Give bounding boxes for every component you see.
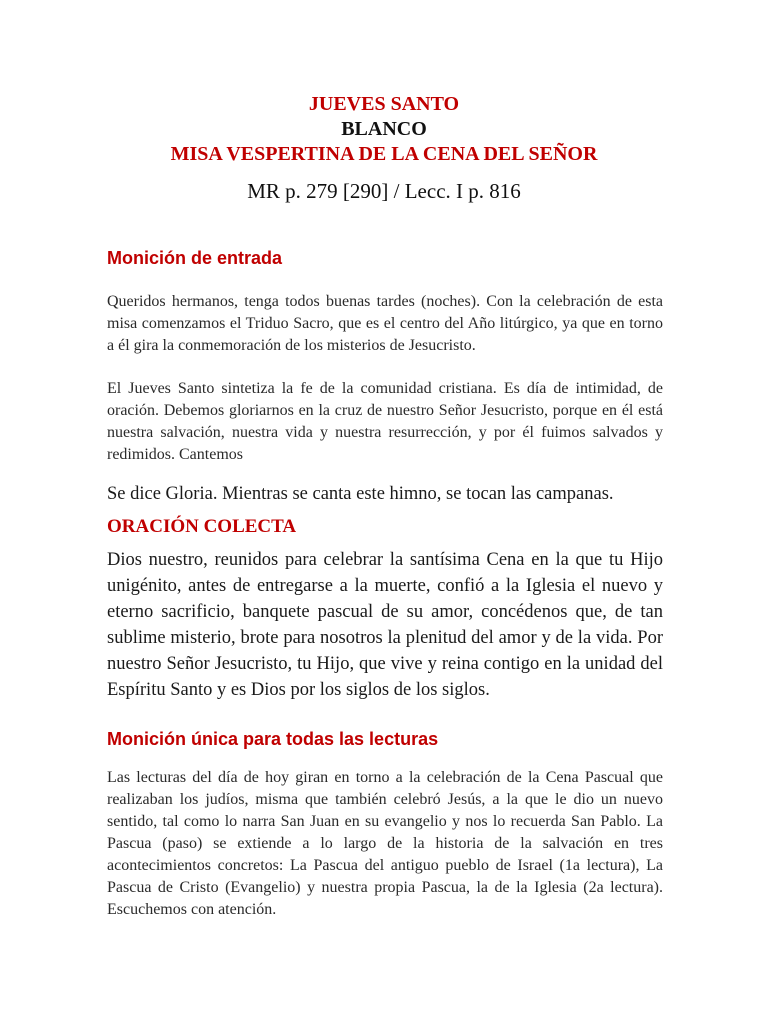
reference-line: MR p. 279 [290] / Lecc. I p. 816	[247, 179, 521, 203]
paragraph-monicion-lecturas: Las lecturas del día de hoy giran en torno a la celebración de la Cena Pascual que realizaban los judíos, misma que también celebró Jesús, a la que le dio un nuevo sentido, tal como lo narra San Juan en su evangelio y nos lo recuerda San Pablo. La Pascua (paso) se extiende a lo largo de la historia de la salvación en tres acontecimientos concretos: La Pascua del antiguo pueblo de Israel (1a lectura), La Pascua de Cristo (Evangelio) y nuestra propia Pascua, la de la Iglesia (2a lectura). Escuchemos con atención.	[107, 769, 663, 918]
title-mass: MISA VESPERTINA DE LA CENA DEL SEÑOR	[170, 143, 598, 165]
paragraph-monicion-2: El Jueves Santo sintetiza la fe de la comunidad cristiana. Es día de intimidad, de oración. Debemos gloriarnos en la cruz de nuestro Señor Jesucristo, porque en él está nuestra salvación, nuestra vida y nuestra resurrección, y por él fuimos salvados y redimidos. Cantemos	[107, 380, 663, 463]
title-block	[0, 92, 768, 205]
paragraph-monicion-1: Queridos hermanos, tenga todos buenas tardes (noches). Con la celebración de esta misa comenzamos el Triduo Sacro, que es el centro del Año litúrgico, ya que en torno a él gira la conmemoración de los misterios de Jesucristo.	[107, 293, 663, 354]
paragraph-oracion-colecta: Dios nuestro, reunidos para celebrar la santísima Cena en la que tu Hijo unigénito, antes de entregarse a la muerte, confió a la Iglesia el nuevo y eterno sacrificio, banquete pascual de su amor, concédenos que, de tan sublime misterio, brote para nosotros la plenitud del amor y de la vida. Por nuestro Señor Jesucristo, tu Hijo, que vive y reina contigo en la unidad del Espíritu Santo y es Dios por los siglos de los siglos.	[107, 550, 663, 700]
heading-monicion-entrada: Monición de entrada	[107, 248, 283, 268]
heading-oracion-colecta: ORACIÓN COLECTA	[107, 516, 297, 537]
title-color: BLANCO	[341, 118, 427, 140]
title-day: JUEVES SANTO	[308, 93, 460, 115]
gloria-note: Se dice Gloria. Mientras se canta este himno, se tocan las campanas.	[107, 484, 614, 504]
heading-monicion-lecturas: Monición única para todas las lecturas	[107, 729, 439, 749]
